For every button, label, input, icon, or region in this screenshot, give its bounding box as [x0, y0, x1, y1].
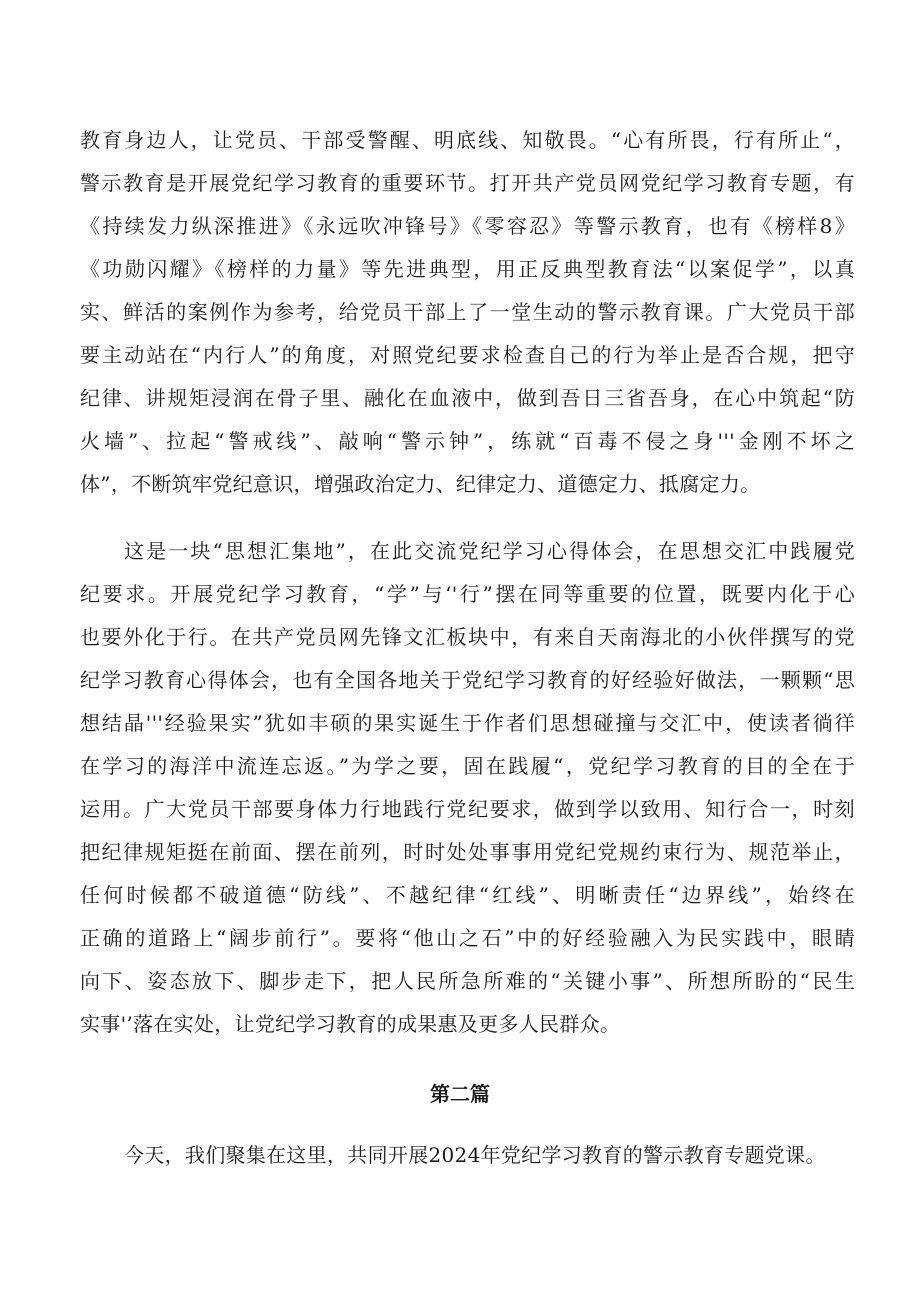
text-line: 想结晶'''经验果实”犹如丰硕的果实诞生于作者们思想碰撞与交汇中，使读者徜徉: [80, 711, 855, 735]
section-heading: 第二篇: [430, 1082, 490, 1106]
text-line: 纪学习教育心得体会，也有全国各地关于党纪学习教育的好经验好做法，一颗颗“思: [80, 668, 855, 692]
text-line: 要主动站在“内行人”的角度，对照党纪要求检查自己的行为举止是否合规，把守: [80, 343, 855, 367]
text-line: 《功勋闪耀》《榜样的力量》等先进典型，用正反典型教育法“以案促学”，以真: [80, 257, 855, 281]
text-line: 警示教育是开展党纪学习教育的重要环节。打开共产党员网党纪学习教育专题，有: [80, 171, 855, 195]
text-line: 也要外化于行。在共产党员网先锋文汇板块中，有来自天南海北的小伙伴撰写的党: [80, 625, 855, 649]
text-line: 体”，不断筑牢党纪意识，增强政治定力、纪律定力、道德定力、抵腐定力。: [80, 472, 761, 496]
text-line: 向下、姿态放下、脚步走下，把人民所急所难的“关键小事”、所想所盼的“民生: [80, 969, 855, 993]
text-line: 纪律、讲规矩浸润在骨子里、融化在血液中，做到吾日三省吾身，在心中筑起“防: [80, 386, 855, 410]
text-line: 实、鲜活的案例作为参考，给党员干部上了一堂生动的警示教育课。广大党员干部: [80, 300, 855, 324]
text-line: 纪要求。开展党纪学习教育，“学”与‘'行”摆在同等重要的位置，既要内化于心: [80, 582, 855, 606]
text-line: 教育身边人，让党员、干部受警醒、明底线、知敬畏。“心有所畏，行有所止“，: [80, 128, 855, 152]
text-line: 火墙”、拉起“警戒线”、敲响“警示钟”，练就“百毒不侵之身'''金刚不坏之: [80, 429, 855, 453]
text-line: 任何时候都不破道德“防线”、不越纪律“红线”、明晰责任“边界线”，始终在: [80, 883, 855, 907]
text-line: 正确的道路上“阔步前行”。要将“他山之石”中的好经验融入为民实践中，眼睛: [80, 926, 855, 950]
text-line: 《持续发力纵深推进》《永远吹冲锋号》《零容忍》等警示教育，也有《榜样8》: [80, 214, 855, 238]
text-line: 今天，我们聚集在这里，共同开展2024年党纪学习教育的警示教育专题党课。: [124, 1143, 826, 1167]
text-line: 这是一块“思想汇集地”，在此交流党纪学习心得体会，在思想交汇中践履党: [124, 539, 855, 563]
text-line: 在学习的海洋中流连忘返。”为学之要，固在践履“，党纪学习教育的目的全在于: [80, 754, 855, 778]
text-line: 运用。广大党员干部要身体力行地践行党纪要求，做到学以致用、知行合一，时刻: [80, 797, 855, 821]
text-line: 实事'’落在实处，让党纪学习教育的成果惠及更多人民群众。: [80, 1012, 621, 1036]
text-line: 把纪律规矩挺在前面、摆在前列，时时处处事事用党纪党规约束行为、规范举止，: [80, 840, 855, 864]
